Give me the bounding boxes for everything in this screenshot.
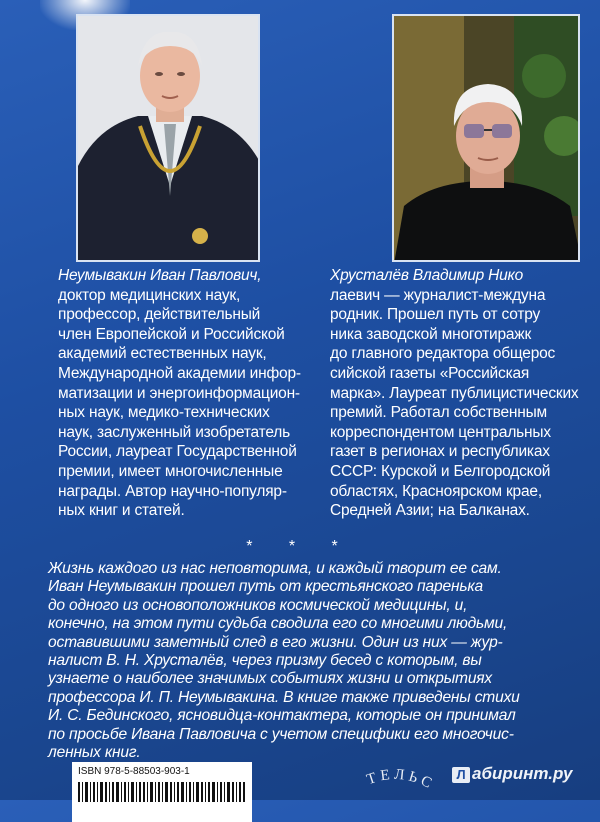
bio-khrustalev — [330, 266, 600, 521]
isbn-number: ISBN 978-5-88503-903-1 — [78, 766, 190, 777]
bio-line: академий естественных наук, — [58, 345, 267, 363]
bio-line: газет в регионах и республиках — [330, 443, 550, 461]
bio-line: Неумывакин Иван Павлович, — [58, 267, 262, 284]
bio-line: наук, заслуженный изобретатель — [58, 423, 290, 441]
publisher-logo-arc — [330, 750, 460, 810]
summary-line: узнаете о наиболее значимых событиях жизни и открытиях — [48, 670, 493, 688]
book-summary — [48, 560, 598, 762]
bio-line: СССР: Курской и Белгородской — [330, 462, 551, 480]
portrait-illustration-right — [394, 16, 580, 262]
bio-line: до главного редактора общерос — [330, 345, 556, 363]
bio-line: родник. Прошел путь от сотру — [330, 306, 541, 324]
bio-line: премии, имеет многочисленные — [58, 462, 283, 480]
labirint-logo-text: абиринт.ру — [472, 764, 573, 783]
bio-line: лаевич — журналист-междуна — [330, 286, 546, 304]
labirint-watermark — [452, 764, 572, 784]
author-photo-neumyvakin — [76, 14, 260, 262]
bio-line: матизации и энергоинформацион- — [58, 384, 300, 402]
author-photo-khrustalev — [392, 14, 580, 262]
bio-line: России, лауреат Государственной — [58, 443, 297, 461]
summary-line: оставившими заметный след в его жизни. Один из них — жур- — [48, 633, 503, 651]
bio-line: корреспондентом центральных — [330, 423, 551, 441]
bio-line: ных книг и статей. — [58, 502, 185, 520]
bio-line: марка». Лауреат публицистических — [330, 384, 579, 402]
bio-line: член Европейской и Российской — [58, 325, 285, 343]
portrait-illustration-left — [78, 16, 260, 262]
summary-line: налист В. Н. Хрусталёв, через призму бесед с которым, вы — [48, 652, 482, 670]
summary-line: конечно, на этом пути судьба сводила его со многими людьми, — [48, 615, 508, 633]
bio-line: награды. Автор научно-популяр- — [58, 482, 287, 500]
bio-line: Международной академии инфор- — [58, 364, 301, 382]
summary-line: Жизнь каждого из нас неповторима, и каждый творит ее сам. — [48, 560, 502, 577]
bio-line: сийской газеты «Российская — [330, 364, 530, 382]
summary-line: Иван Неумывакин прошел путь от крестьянского паренька — [48, 578, 483, 596]
summary-line: по просьбе Ивана Павловича с учетом специфики его многочис- — [48, 725, 514, 743]
publisher-arc-text: ТЕЛЬС — [364, 766, 438, 794]
barcode-icon — [78, 782, 246, 802]
summary-line: профессора И. П. Неумывакина. В книге также приведены стихи — [48, 688, 520, 706]
bio-neumyvakin — [58, 266, 328, 521]
summary-line: ленных книг. — [48, 744, 141, 762]
isbn-barcode-box — [72, 762, 252, 822]
bio-line: профессор, действительный — [58, 306, 261, 324]
bio-line: Хрусталёв Владимир Нико — [330, 267, 524, 284]
bio-line: областях, Красноярском крае, — [330, 482, 542, 500]
section-separator: * * * — [246, 538, 354, 555]
bio-line: доктор медицинских наук, — [58, 286, 241, 304]
bio-line: Средней Азии; на Балканах. — [330, 502, 530, 520]
labirint-logo-icon: Л — [452, 767, 470, 783]
bio-line: ника заводской многотиражк — [330, 325, 532, 343]
summary-line: И. С. Бединского, ясновидца-контактера, которые он принимал — [48, 707, 516, 725]
bio-line: ных наук, медико-технических — [58, 404, 270, 422]
bio-line: премий. Работал собственным — [330, 404, 548, 422]
summary-line: до одного из основоположников космической медицины, и, — [48, 596, 468, 614]
svg-text:ТЕЛЬС — [365, 767, 438, 794]
